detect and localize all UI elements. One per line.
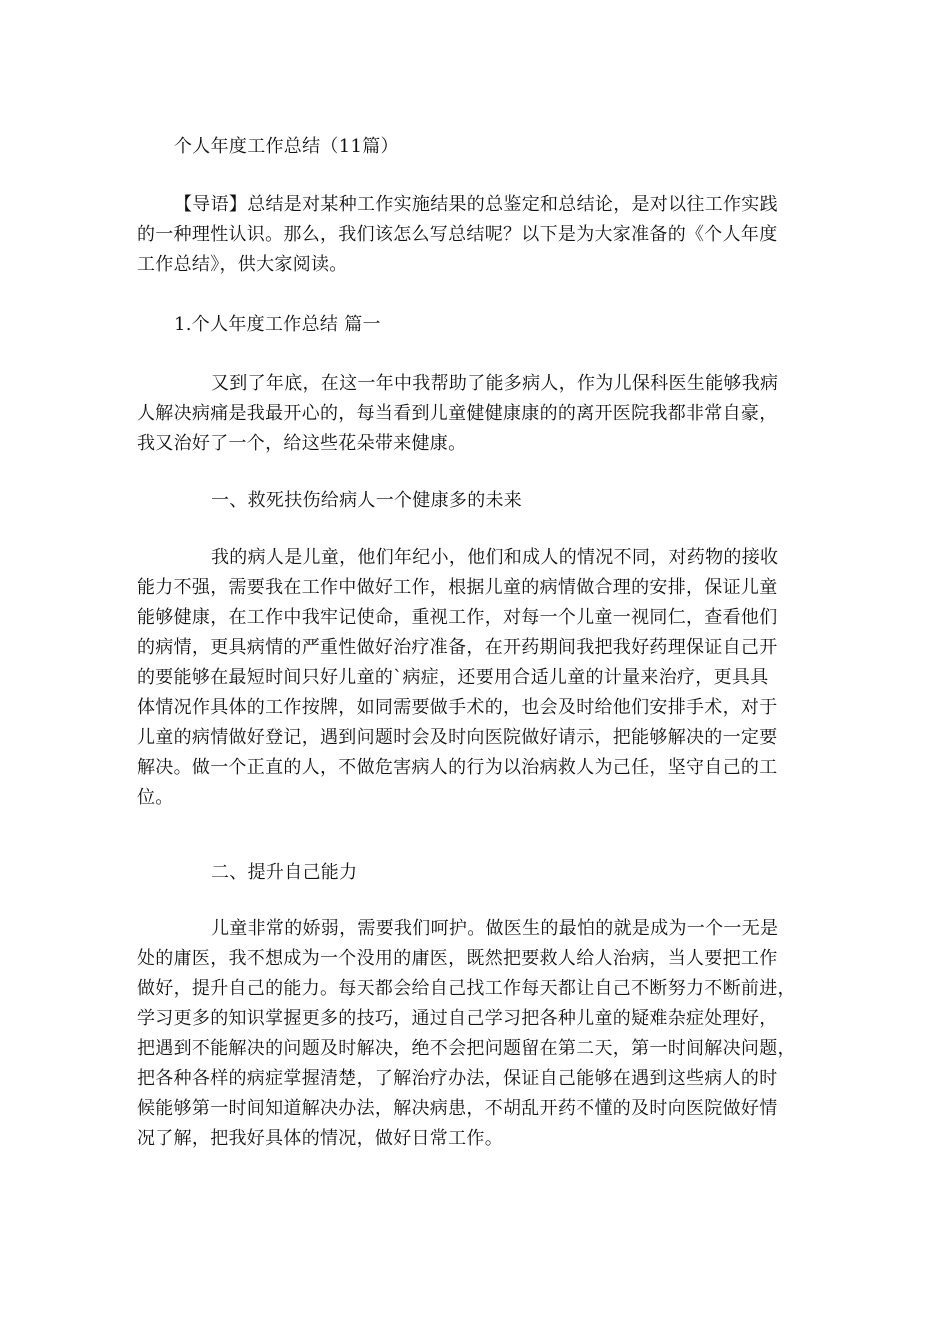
paragraph-line: 我又治好了一个，给这些花朵带来健康。 [137,433,467,454]
paragraph-line: 体情况作具体的工作按牌，如同需要做手术的，也会及时给他们安排手术，对于 [137,697,778,718]
document-title-block [137,132,817,162]
section-heading: 1.个人年度工作总结 篇一 [174,314,381,335]
paragraph-line: 的病情，更具病情的严重性做好治疗准备，在开药期间我把我好药理保证自己开 [137,637,778,658]
paragraph-line: 候能够第一时间知道解决办法，解决病患，不胡乱开药不懂的及时向医院做好情 [137,1098,778,1119]
paragraph-line: 况了解，把我好具体的情况，做好日常工作。 [137,1128,503,1149]
subheading-2: 二、提升自己能力 [211,862,358,883]
paragraph-line: 儿童的病情做好登记，遇到问题时会及时向医院做好请示，把能够解决的一定要 [137,727,778,748]
paragraph-line: 的要能够在最短时间只好儿童的`病症，还要用合适儿童的计量来治疗，更具具 [137,667,769,688]
section-heading-block [137,310,817,340]
paragraph-line: 又到了年底，在这一年中我帮助了能多病人，作为儿保科医生能够我病 [211,373,779,394]
paragraph-1 [137,369,817,459]
intro-line: 【导语】总结是对某种工作实施结果的总鉴定和总结论，是对以往工作实践 [174,194,778,215]
paragraph-line: 做好，提升自己的能力。每天都会给自己找工作每天都让自己不断努力不断前进， [137,978,796,999]
paragraph-3 [137,914,817,1154]
paragraph-line: 能力不强，需要我在工作中做好工作，根据儿童的病情做合理的安排，保证儿童 [137,577,778,598]
paragraph-line: 把各种各样的病症掌握清楚，了解治疗办法，保证自己能够在遇到这些病人的时 [137,1068,778,1089]
paragraph-line: 处的庸医，我不想成为一个没用的庸医，既然把要救人给人治病，当人要把工作 [137,948,778,969]
subheading-2-block [137,858,817,888]
subheading-1: 一、救死扶伤给病人一个健康多的未来 [211,490,523,511]
subheading-1-block [137,486,817,516]
paragraph-line: 把遇到不能解决的问题及时解决，绝不会把问题留在第二天，第一时间解决问题， [137,1038,796,1059]
intro-paragraph [137,190,817,280]
document-title: 个人年度工作总结（11篇） [174,136,399,157]
paragraph-line: 解决。做一个正直的人，不做危害病人的行为以治病救人为己任，坚守自己的工 [137,757,778,778]
intro-line: 的一种理性认识。那么，我们该怎么写总结呢？以下是为大家准备的《个人年度 [137,224,778,245]
paragraph-line: 学习更多的知识掌握更多的技巧，通过自己学习把各种儿童的疑难杂症处理好， [137,1008,778,1029]
paragraph-line: 人解决病痛是我最开心的，每当看到儿童健健康康的的离开医院我都非常自豪， [137,403,778,424]
paragraph-line: 儿童非常的娇弱，需要我们呵护。做医生的最怕的就是成为一个一无是 [211,918,779,939]
paragraph-line: 位。 [137,787,174,808]
intro-line: 工作总结》，供大家阅读。 [137,254,348,275]
paragraph-line: 能够健康，在工作中我牢记使命，重视工作，对每一个儿童一视同仁，查看他们 [137,607,778,628]
paragraph-2 [137,543,817,813]
paragraph-line: 我的病人是儿童，他们年纪小，他们和成人的情况不同，对药物的接收 [211,547,779,568]
